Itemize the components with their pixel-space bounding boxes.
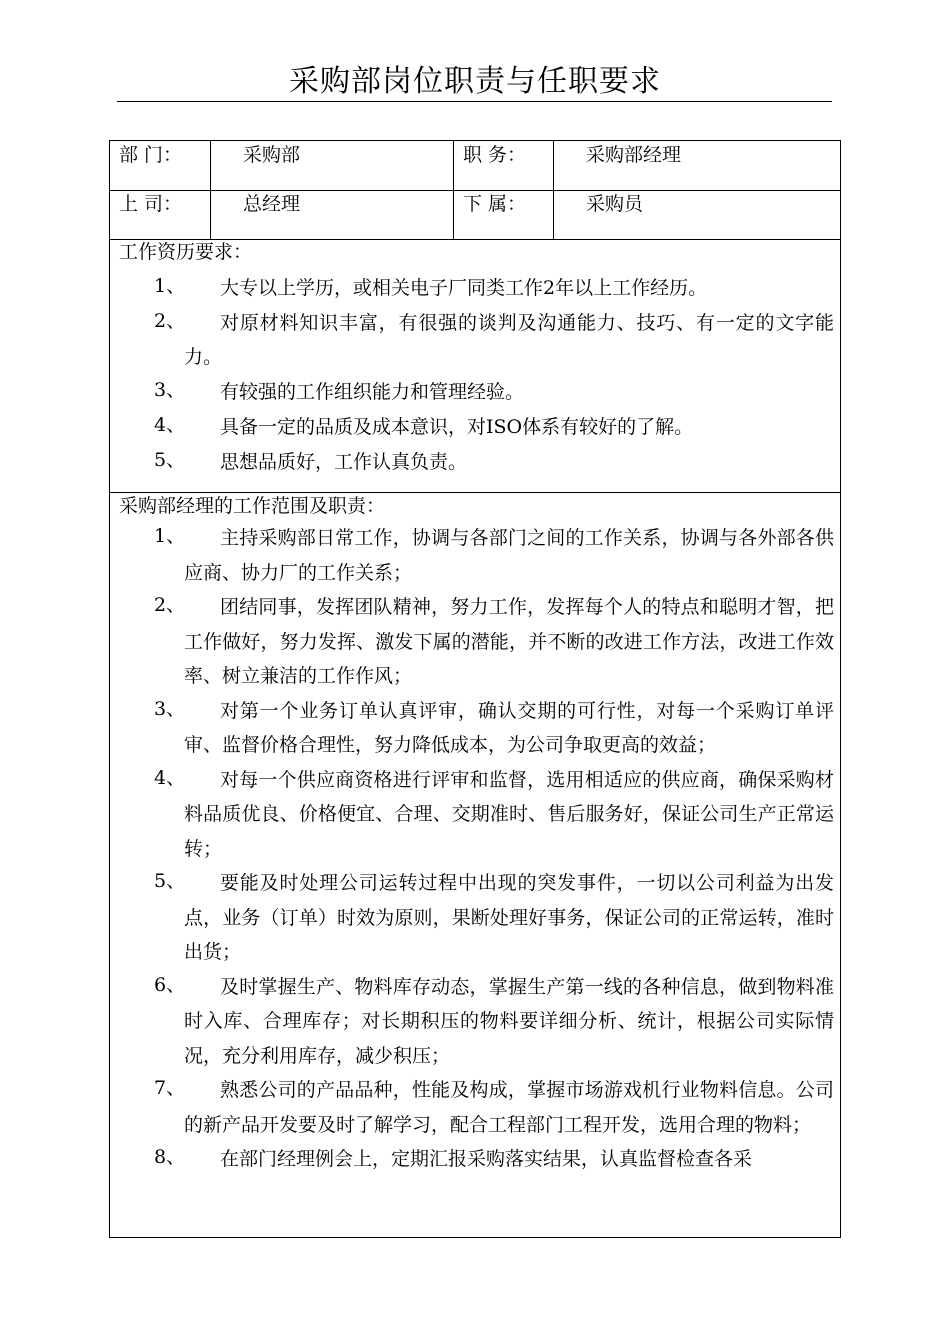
list-item — [110, 970, 842, 1074]
row-divider-1 — [110, 190, 840, 191]
item-text: 对每一个供应商资格进行评审和监督，选用相适应的供应商，确保采购材料品质优良、价格便宜、合理、交期准时、售后服务好，保证公司生产正常运转； — [184, 768, 834, 860]
list-item — [110, 1073, 842, 1142]
item-number: 3、 — [154, 379, 186, 401]
item-text: 主持采购部日常工作，协调与各部门之间的工作关系，协调与各外部各供应商、协力厂的工作关系； — [184, 527, 834, 584]
section-divider — [110, 492, 840, 493]
item-number: 2、 — [154, 310, 186, 332]
list-item — [110, 866, 842, 970]
item-text: 有较强的工作组织能力和管理经验。 — [220, 381, 525, 403]
duties-list — [110, 521, 842, 1177]
list-item — [110, 694, 842, 763]
item-text: 思想品质好，工作认真负责。 — [220, 451, 468, 473]
item-number: 5、 — [154, 449, 186, 471]
item-number: 5、 — [154, 870, 186, 892]
requirements-heading: 工作资历要求： — [119, 241, 253, 263]
col-divider-2 — [453, 141, 454, 239]
title-underline — [117, 101, 832, 102]
item-number: 4、 — [154, 414, 186, 436]
job-description-table — [109, 140, 841, 1238]
item-text: 熟悉公司的产品品种，性能及构成，掌握市场游戏机行业物料信息。公司的新产品开发要及时了解学习，配合工程部门工程开发，选用合理的物料； — [184, 1079, 834, 1136]
list-item — [110, 306, 842, 374]
position-value: 采购部经理 — [586, 144, 682, 166]
item-number: 7、 — [154, 1077, 186, 1099]
page-title: 采购部岗位职责与任职要求 — [289, 64, 661, 99]
item-number: 1、 — [154, 275, 186, 297]
department-label: 部 门： — [119, 144, 183, 166]
requirements-list — [110, 271, 842, 480]
item-number: 6、 — [154, 973, 186, 996]
item-text: 具备一定的品质及成本意识，对ISO体系有较好的了解。 — [220, 416, 694, 438]
item-text: 在部门经理例会上，定期汇报采购落实结果，认真监督检查各采 — [220, 1148, 753, 1170]
duties-heading: 采购部经理的工作范围及职责： — [119, 495, 386, 517]
item-text: 及时掌握生产、物料库存动态，掌握生产第一线的各种信息，做到物料准时入库、合理库存；对长期积压的物料要详细分析、统计，根据公司实际情况，充分利用库存，减少积压； — [184, 975, 834, 1067]
supervisor-label: 上 司： — [119, 193, 183, 215]
subordinate-value: 采购员 — [586, 193, 644, 215]
item-text: 对第一个业务订单认真评审，确认交期的可行性，对每一个采购订单评审、监督价格合理性，努力降低成本，为公司争取更高的效益； — [184, 699, 834, 756]
list-item — [110, 590, 842, 694]
list-item — [110, 1142, 842, 1177]
list-item — [110, 521, 842, 590]
list-item — [110, 375, 842, 409]
list-item — [110, 445, 842, 479]
col-divider-1 — [210, 141, 211, 239]
col-divider-3 — [553, 141, 554, 239]
supervisor-value: 总经理 — [243, 193, 301, 215]
position-label: 职 务： — [463, 144, 527, 166]
item-text: 对原材料知识丰富，有很强的谈判及沟通能力、技巧、有一定的文字能力。 — [184, 312, 834, 368]
item-number: 4、 — [154, 766, 186, 789]
item-number: 1、 — [154, 525, 186, 547]
item-text: 团结同事，发挥团队精神，努力工作，发挥每个人的特点和聪明才智，把工作做好，努力发挥、激发下属的潜能，并不断的改进工作方法，改进工作效率、树立兼洁的工作作风； — [184, 596, 834, 687]
department-value: 采购部 — [243, 144, 301, 166]
list-item — [110, 763, 842, 867]
subordinate-label: 下 属： — [463, 193, 527, 215]
item-text: 大专以上学历，或相关电子厂同类工作2年以上工作经历。 — [220, 277, 708, 299]
list-item — [110, 271, 842, 305]
item-text: 要能及时处理公司运转过程中出现的突发事件，一切以公司利益为出发点，业务（订单）时效为原则，果断处理好事务，保证公司的正常运转，准时出货； — [184, 872, 834, 963]
item-number: 2、 — [154, 594, 186, 616]
item-number: 3、 — [154, 697, 186, 720]
list-item — [110, 410, 842, 444]
item-number: 8、 — [154, 1146, 186, 1168]
